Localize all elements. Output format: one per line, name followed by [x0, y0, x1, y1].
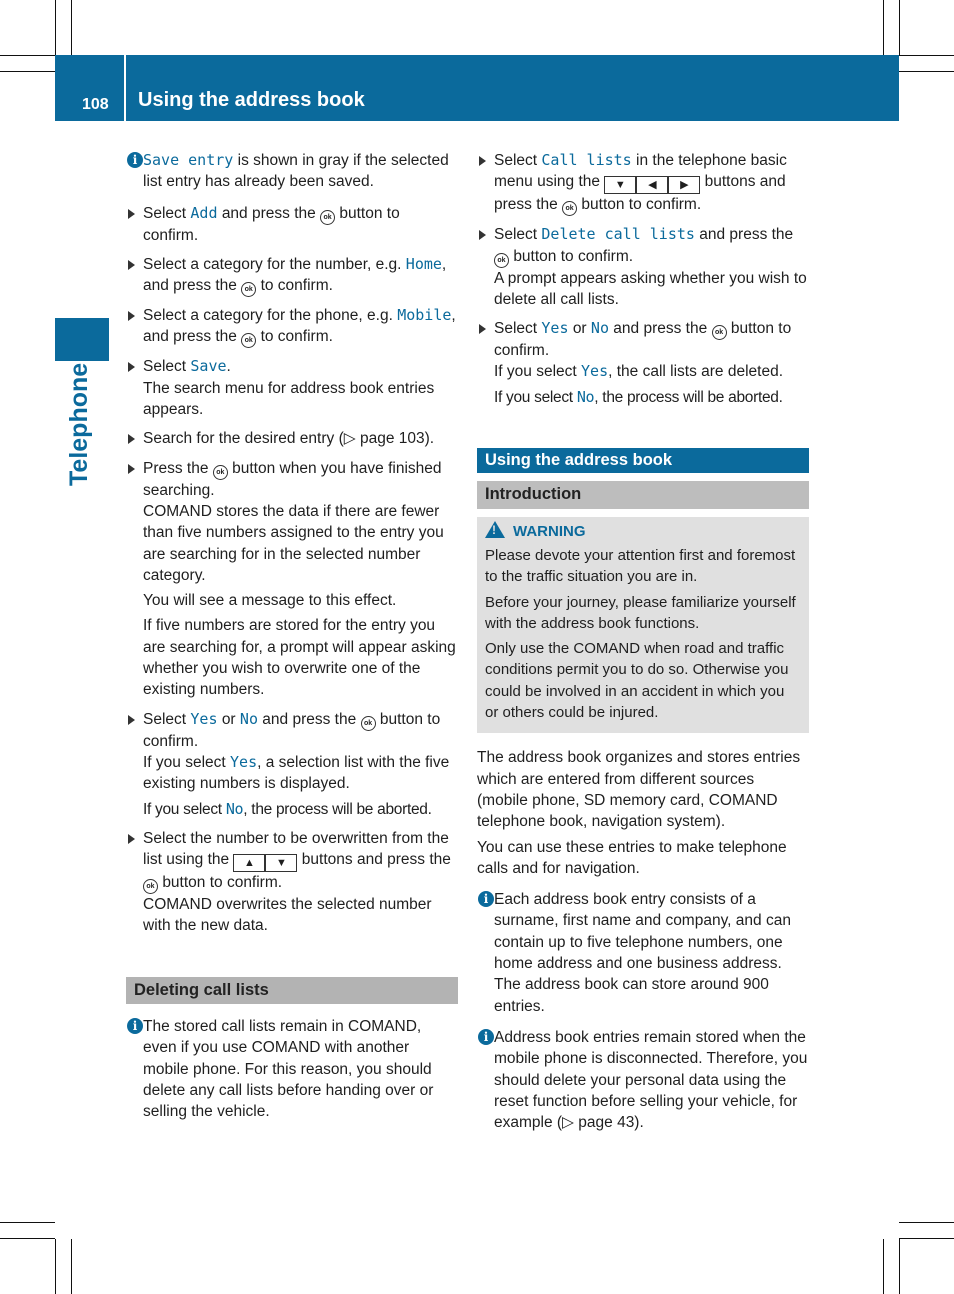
step-text: Select the number to be overwritten from the list using the [143, 829, 449, 869]
step-text: button when you have finished searching. [143, 459, 442, 499]
crop-mark [899, 55, 954, 56]
step-text: If you select [494, 363, 577, 381]
warning-text: Before your journey, please familiarize yourself with the address book functions. [485, 593, 796, 632]
page-number: 108 [82, 96, 109, 113]
ok-button-icon: ok [143, 879, 158, 894]
right-column [477, 150, 809, 1143]
step-item [477, 224, 809, 310]
step-text: and press the [613, 320, 708, 338]
chapter-tab [55, 318, 109, 361]
section-heading: Deleting call lists [126, 977, 458, 1004]
ok-button-icon: ok [361, 716, 376, 731]
crop-mark [899, 0, 900, 55]
warning-box [477, 517, 809, 734]
left-arrow-key-icon: ◀ [636, 176, 668, 194]
note-text: is shown in gray if the selected list entry has already been saved. [143, 152, 449, 191]
step-item [126, 458, 458, 586]
step-text: buttons and press the [301, 851, 451, 869]
crop-mark [883, 1239, 884, 1294]
code-term: Delete call lists [541, 225, 695, 244]
code-term: Yes [230, 752, 258, 771]
step-result [494, 361, 809, 382]
step-text: button to confirm. [143, 710, 441, 750]
step-text: button to confirm. [162, 874, 283, 892]
code-term: No [225, 799, 244, 818]
step-text: Select a category for the phone, e.g. [143, 307, 393, 325]
ok-button-icon: ok [320, 210, 335, 225]
step-text: and press the [221, 204, 316, 222]
step-text: If you select [143, 800, 222, 818]
step-result: If five numbers are stored for the entry you are searching for, a prompt will appear asking whether you wish to overwrite one of the existing numbers. [143, 617, 456, 699]
step-text: Press the [143, 459, 209, 477]
page-title: Using the address book [138, 89, 365, 111]
step-text: button to confirm. [513, 247, 634, 265]
ok-button-icon: ok [213, 465, 228, 480]
warning-triangle-icon [485, 521, 505, 538]
step-result: COMAND stores the data if there are fewer than five numbers assigned to the entry you are searching for in the selected number category. [143, 502, 444, 584]
left-column [126, 150, 458, 1133]
step-item [126, 709, 458, 795]
body-paragraph: The address book organizes and stores entries which are entered from different sources (mobile phone, SD memory card, COMAND telephone book, navigation system). [477, 749, 801, 831]
step-text: and press the [262, 710, 357, 728]
step-item [126, 828, 458, 937]
step-item [477, 318, 809, 383]
step-text: , the call lists are deleted. [608, 363, 784, 381]
step-text: Select [494, 320, 538, 338]
right-arrow-key-icon: ▶ [668, 176, 700, 194]
step-result: COMAND overwrites the selected number with the new data. [143, 896, 432, 935]
code-term: No [576, 387, 595, 406]
step-text: , the process will be aborted. [243, 800, 432, 818]
step-text: Select [494, 226, 538, 244]
step-text: buttons and press the [494, 173, 786, 214]
ok-button-icon: ok [494, 253, 509, 268]
step-text: , and press the [143, 307, 456, 346]
step-text: button to confirm. [143, 204, 400, 244]
crop-mark [55, 0, 56, 55]
step-text: If you select [143, 753, 226, 771]
up-arrow-key-icon: ▲ [233, 854, 265, 872]
step-text: . [226, 358, 231, 376]
step-text: Select [494, 152, 538, 169]
info-note [126, 1016, 458, 1122]
step-text: button to confirm. [494, 320, 792, 360]
crop-mark [899, 1238, 954, 1239]
note-text: Address book entries remain stored when the mobile phone is disconnected. Therefore, you should delete your personal data using the reset function before selling your vehicle, for example (▷ page 43). [494, 1028, 808, 1132]
header-divider [124, 55, 126, 121]
step-item [126, 356, 458, 420]
step-text: , and press the [143, 255, 447, 295]
crop-mark [899, 71, 954, 72]
step-text: in the telephone basic menu using the [494, 152, 787, 191]
step-text: or [572, 320, 587, 338]
code-term: Call lists [541, 151, 632, 169]
step-result [126, 799, 458, 820]
info-note [126, 150, 458, 193]
crop-mark [0, 1222, 55, 1223]
section-heading: Using the address book [477, 448, 809, 473]
down-arrow-key-icon: ▼ [265, 854, 297, 872]
info-icon: i [478, 891, 494, 907]
warning-text: Only use the COMAND when road and traffic conditions permit you to do so. Otherwise you could be involved in an accident in which you or others could be injured. [485, 640, 789, 722]
subsection-heading: Introduction [477, 481, 809, 508]
ok-button-icon: ok [562, 201, 577, 216]
step-item [126, 305, 458, 348]
crop-mark [71, 1239, 72, 1294]
step-text: If you select [494, 388, 573, 406]
crop-mark [883, 0, 884, 55]
step-result [143, 752, 458, 795]
warning-text: Please devote your attention first and foremost to the traffic situation you are in. [485, 546, 796, 586]
step-result: A prompt appears asking whether you wish to delete all call lists. [494, 269, 807, 308]
code-term: Save entry [143, 151, 234, 169]
info-icon: i [127, 152, 143, 168]
step-text: , the process will be aborted. [594, 388, 783, 406]
info-note [477, 889, 809, 1017]
code-term: Save [190, 357, 227, 376]
code-term: Add [190, 203, 218, 222]
step-text: button to confirm. [581, 196, 702, 214]
body-paragraph: You can use these entries to make telephone calls and for navigation. [477, 838, 787, 877]
step-text: and press the [699, 226, 794, 244]
step-text: or [221, 710, 236, 728]
crop-mark [55, 1239, 56, 1294]
step-result [477, 387, 809, 408]
code-term: Yes [541, 319, 569, 338]
note-text: Each address book entry consists of a surname, first name and company, and can contain up to five telephone numbers, one home address and one business address. The address book can store around 900 entries. [494, 891, 791, 1015]
step-text: Search for the desired entry (▷ page 103). [143, 430, 435, 448]
code-term: No [239, 709, 258, 728]
chapter-label: Telephone [65, 362, 93, 486]
crop-mark [899, 1239, 900, 1294]
warning-title-text: WARNING [513, 522, 586, 540]
crop-mark [899, 1222, 954, 1223]
ok-button-icon: ok [712, 325, 727, 340]
ok-button-icon: ok [241, 333, 256, 348]
crop-mark [71, 0, 72, 55]
step-item [126, 428, 458, 449]
step-text: Select a category for the number, e.g. [143, 255, 402, 273]
warning-title [485, 521, 801, 542]
ok-button-icon: ok [241, 282, 256, 297]
info-note [477, 1027, 809, 1133]
step-text: Select [143, 358, 187, 376]
code-term: Mobile [397, 306, 452, 325]
down-arrow-key-icon: ▼ [604, 176, 636, 194]
code-term: Yes [581, 362, 609, 381]
step-item [126, 254, 458, 297]
step-text: Select [143, 204, 187, 222]
step-text: , a selection list with the five existing numbers is displayed. [143, 753, 450, 793]
crop-mark [0, 1238, 55, 1239]
info-icon: i [478, 1029, 494, 1045]
step-item [477, 150, 809, 216]
step-item [126, 203, 458, 246]
step-text: to confirm. [260, 277, 333, 295]
code-term: No [590, 319, 609, 338]
note-text: The stored call lists remain in COMAND, even if you use COMAND with another mobile phone. For this reason, you should delete any call lists before handing over or selling the vehicle. [143, 1018, 434, 1121]
step-result: You will see a message to this effect. [143, 592, 397, 610]
info-icon: i [127, 1018, 143, 1034]
crop-mark [0, 71, 55, 72]
code-term: Yes [190, 709, 218, 728]
crop-mark [0, 55, 55, 56]
step-text: Select [143, 710, 187, 728]
code-term: Home [405, 254, 442, 273]
step-text: to confirm. [260, 328, 333, 346]
step-result: The search menu for address book entries appears. [143, 379, 435, 419]
